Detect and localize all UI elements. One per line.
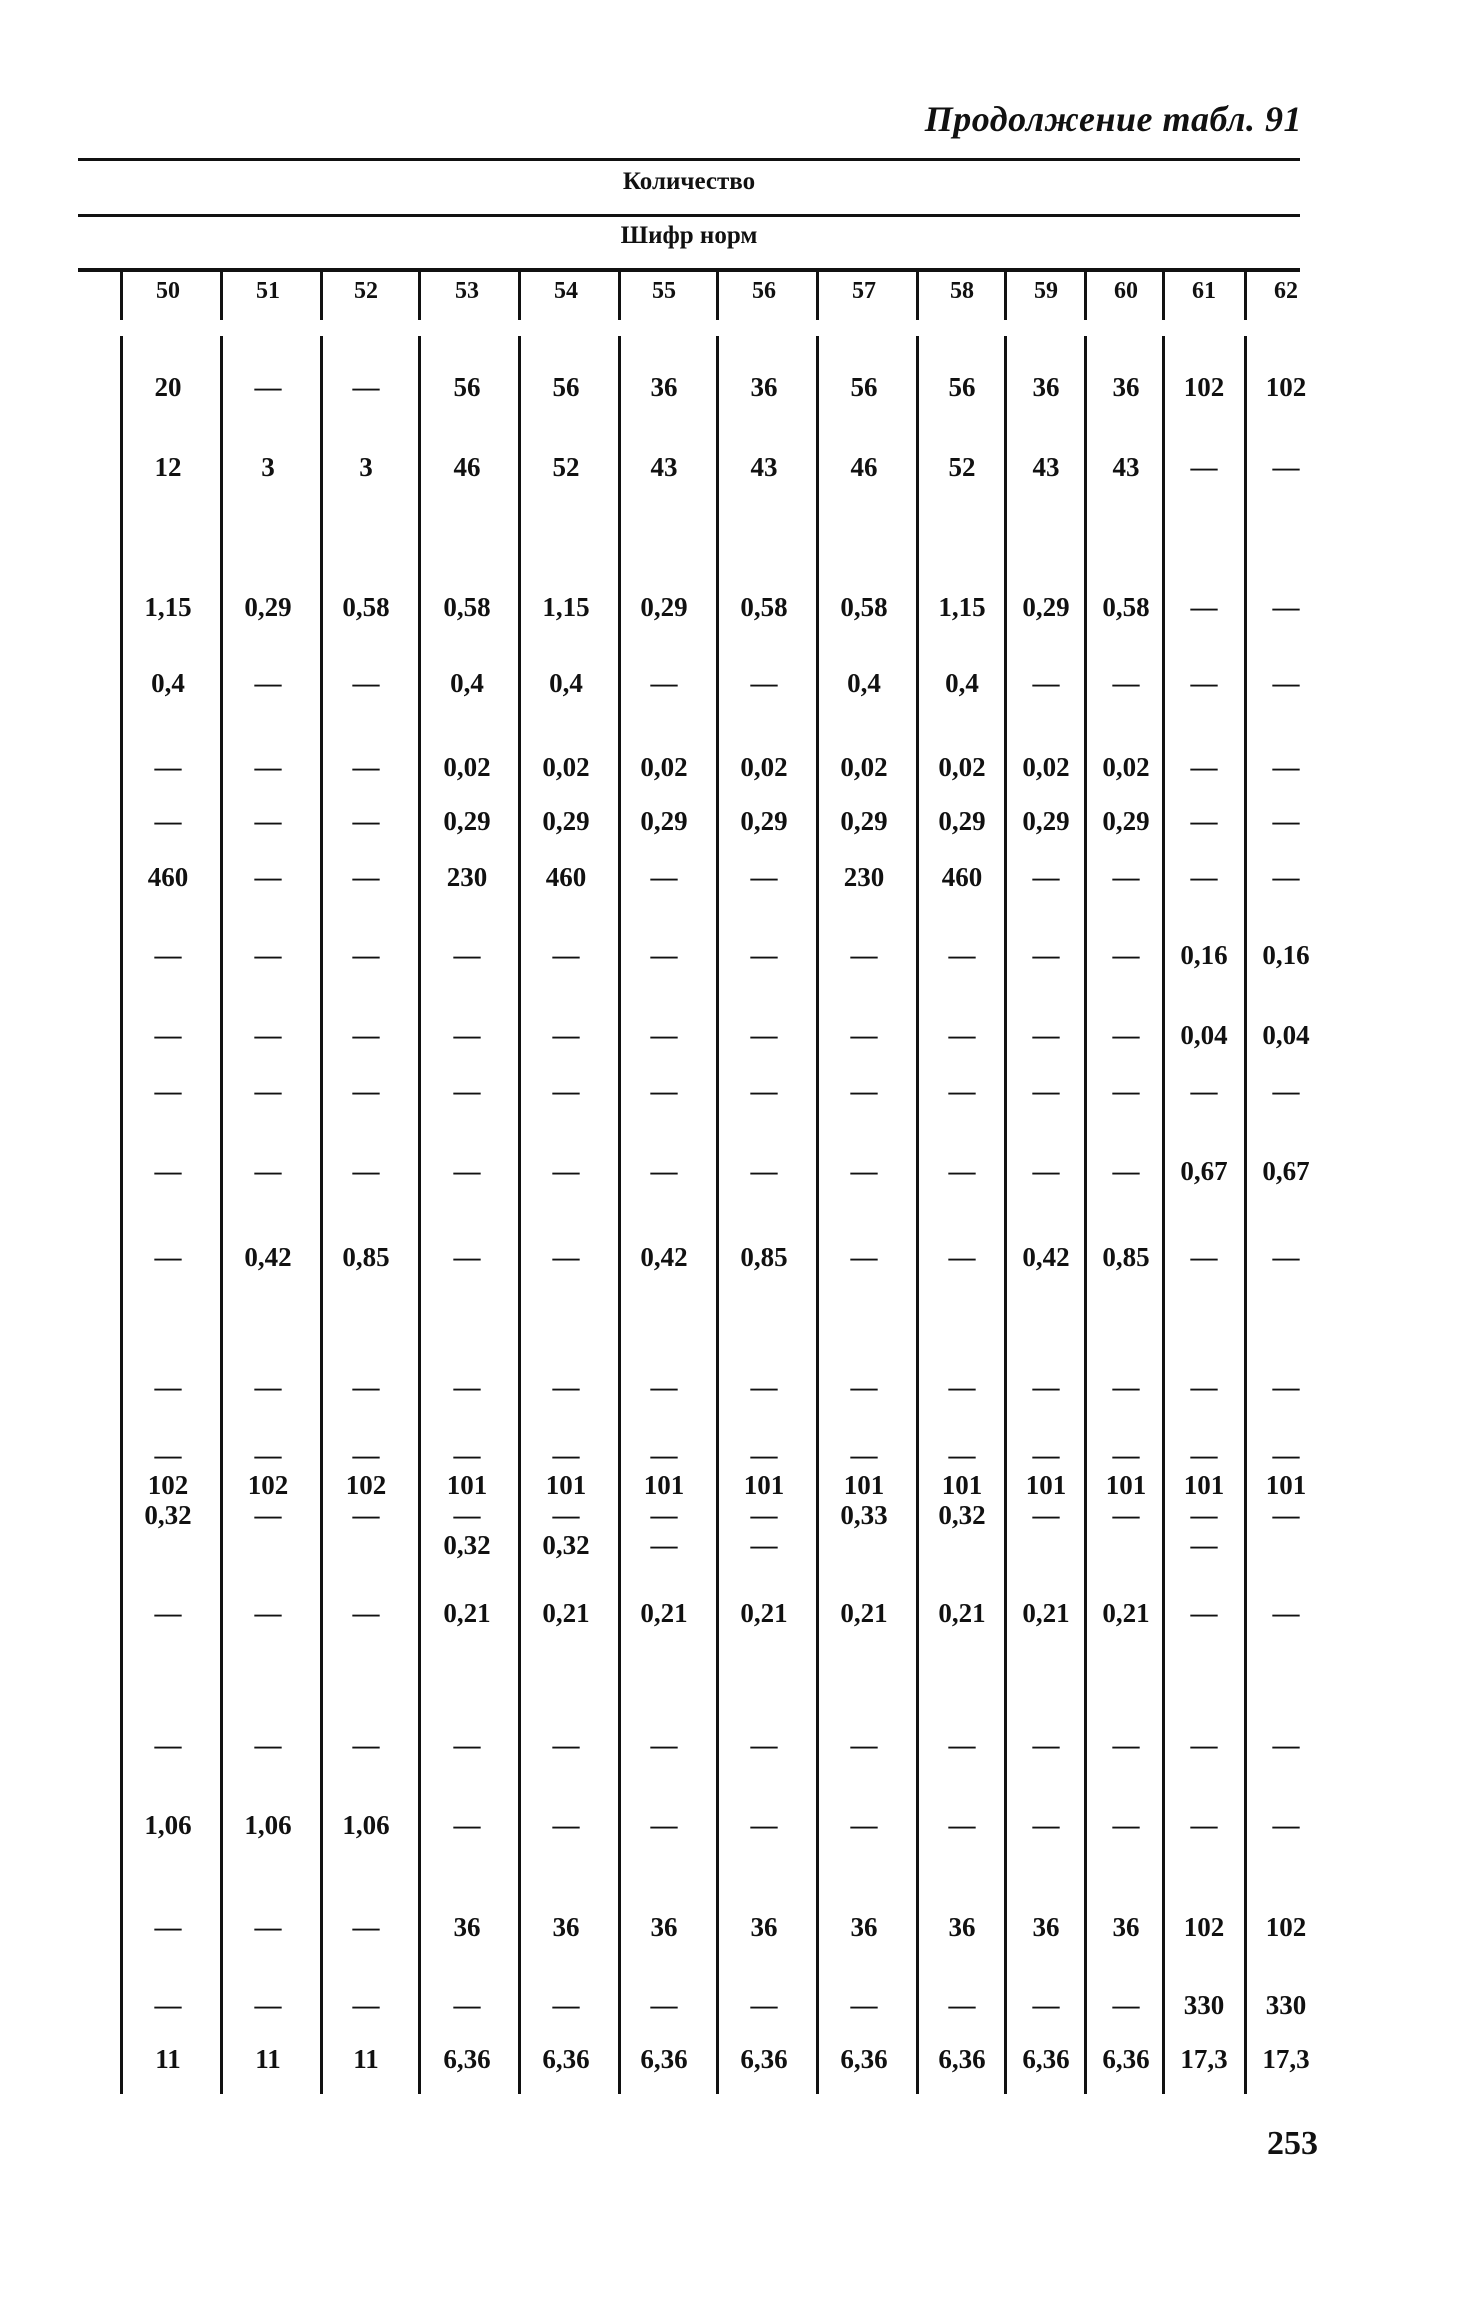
table-cell: — bbox=[552, 1730, 580, 1760]
table-cell: — bbox=[154, 1242, 182, 1272]
column-header-rule bbox=[78, 268, 1300, 272]
table-cell: — bbox=[154, 1156, 182, 1186]
table-cell: — bbox=[552, 1076, 580, 1106]
table-cell: 0,16 bbox=[1180, 940, 1228, 970]
column-divider bbox=[320, 272, 323, 320]
table-cell: — bbox=[850, 1730, 878, 1760]
table-cell: — bbox=[650, 1076, 678, 1106]
column-header: 56 bbox=[752, 278, 776, 304]
table-cell: — bbox=[552, 1242, 580, 1272]
table-cell: — bbox=[552, 1372, 580, 1402]
table-cell: 1,06 bbox=[342, 1810, 390, 1840]
table-cell: — bbox=[154, 1598, 182, 1628]
table-cell: — bbox=[1032, 1990, 1060, 2020]
table-cell: 0,67 bbox=[1262, 1156, 1310, 1186]
table-cell: — bbox=[650, 940, 678, 970]
table-cell: 0,85 bbox=[1102, 1242, 1150, 1272]
table-cell: — bbox=[1112, 1810, 1140, 1840]
table-cell: 0,42 bbox=[244, 1242, 292, 1272]
table-cell: — bbox=[1272, 1372, 1300, 1402]
table-cell: — bbox=[750, 940, 778, 970]
table-cell: — bbox=[750, 1372, 778, 1402]
table-cell: — bbox=[254, 940, 282, 970]
column-divider bbox=[916, 272, 919, 320]
table-cell: 0,02 bbox=[443, 752, 491, 782]
table-cell: — bbox=[254, 1372, 282, 1402]
table-cell: 0,21 bbox=[840, 1598, 888, 1628]
table-cell: 0,21 bbox=[443, 1598, 491, 1628]
table-cell: 0,4 bbox=[450, 668, 484, 698]
table-cell: — bbox=[1190, 752, 1218, 782]
table-cell: 0,42 bbox=[640, 1242, 688, 1272]
table-cell: 56 bbox=[552, 372, 580, 402]
table-cell: — bbox=[750, 862, 778, 892]
table-cell: — bbox=[750, 1156, 778, 1186]
table-cell: — bbox=[552, 1810, 580, 1840]
table-cell: — bbox=[453, 1020, 481, 1050]
table-cell: 0,04 bbox=[1262, 1020, 1310, 1050]
table-cell: 56 bbox=[948, 372, 976, 402]
table-cell: 230 bbox=[446, 862, 488, 892]
table-cell: 36 bbox=[1112, 372, 1140, 402]
table-cell: — bbox=[352, 806, 380, 836]
table-cell: 43 bbox=[1032, 452, 1060, 482]
table-cell: — bbox=[948, 1730, 976, 1760]
table-cell: 11 bbox=[353, 2044, 379, 2074]
column-header: 55 bbox=[652, 278, 676, 304]
table-cell: 0,29 bbox=[938, 806, 986, 836]
table-cell: — bbox=[453, 1730, 481, 1760]
table-cell: — bbox=[750, 1810, 778, 1840]
table-cell: 36 bbox=[750, 372, 778, 402]
table-cell: — bbox=[453, 1990, 481, 2020]
table-cell: — bbox=[1112, 940, 1140, 970]
table-cell: 460 bbox=[941, 862, 983, 892]
table-cell: 0,02 bbox=[640, 752, 688, 782]
column-divider bbox=[418, 272, 421, 320]
table-cell: 0,4 bbox=[549, 668, 583, 698]
table-cell: 0,29 bbox=[840, 806, 888, 836]
table-cell: 52 bbox=[948, 452, 976, 482]
column-divider bbox=[816, 272, 819, 320]
column-divider bbox=[716, 272, 719, 320]
table-cell: 1,06 bbox=[244, 1810, 292, 1840]
table-cell: 0,67 bbox=[1180, 1156, 1228, 1186]
table-cell: 0,02 bbox=[1102, 752, 1150, 782]
table-cell: — 101 — — bbox=[643, 1440, 685, 1560]
table-cell: 3 bbox=[261, 452, 275, 482]
table-cell: 460 bbox=[147, 862, 189, 892]
top-rule bbox=[78, 158, 1300, 161]
table-cell: — bbox=[352, 940, 380, 970]
table-cell: 0,02 bbox=[840, 752, 888, 782]
table-cell: — bbox=[254, 1076, 282, 1106]
table-caption: Продолжение табл. 91 bbox=[924, 99, 1302, 139]
table-cell: — bbox=[1190, 668, 1218, 698]
table-cell: 36 bbox=[850, 1912, 878, 1942]
table-cell: — 101 — — bbox=[1183, 1440, 1225, 1560]
table-cell: 102 bbox=[1265, 1912, 1307, 1942]
table-cell: 0,29 bbox=[1022, 592, 1070, 622]
table-cell: — bbox=[1272, 752, 1300, 782]
column-header: 52 bbox=[354, 278, 378, 304]
table-cell: 6,36 bbox=[840, 2044, 888, 2074]
table-cell: 43 bbox=[650, 452, 678, 482]
table-cell: 11 bbox=[255, 2044, 281, 2074]
table-cell: — 101 — — bbox=[743, 1440, 785, 1560]
table-cell: — bbox=[850, 1076, 878, 1106]
table-cell: — bbox=[1032, 940, 1060, 970]
table-cell: — bbox=[1190, 806, 1218, 836]
table-cell: — 101 — bbox=[1105, 1440, 1147, 1530]
table-cell: 0,58 bbox=[1102, 592, 1150, 622]
column-header: 59 bbox=[1034, 278, 1058, 304]
table-cell: — bbox=[650, 1810, 678, 1840]
table-cell: — bbox=[650, 1156, 678, 1186]
table-cell: — bbox=[1272, 1730, 1300, 1760]
table-cell: — bbox=[1190, 452, 1218, 482]
table-cell: 0,58 bbox=[342, 592, 390, 622]
table-cell: — bbox=[750, 1990, 778, 2020]
table-cell: — bbox=[254, 1156, 282, 1186]
table-cell: — bbox=[154, 1912, 182, 1942]
table-cell: — bbox=[1190, 1242, 1218, 1272]
table-cell: 6,36 bbox=[443, 2044, 491, 2074]
header-code: Шифр норм bbox=[620, 222, 758, 249]
table-cell: — 101 — 0,32 bbox=[443, 1440, 491, 1560]
table-cell: — bbox=[750, 1076, 778, 1106]
middle-rule bbox=[78, 214, 1300, 217]
table-cell: 6,36 bbox=[542, 2044, 590, 2074]
table-cell: 0,29 bbox=[443, 806, 491, 836]
table-cell: — bbox=[154, 1372, 182, 1402]
table-cell: — bbox=[850, 1020, 878, 1050]
table-cell: 0,42 bbox=[1022, 1242, 1070, 1272]
table-cell: 56 bbox=[453, 372, 481, 402]
table-cell: — 101 0,32 bbox=[938, 1440, 986, 1530]
table-cell: — bbox=[453, 940, 481, 970]
table-cell: 6,36 bbox=[1102, 2044, 1150, 2074]
table-cell: 46 bbox=[850, 452, 878, 482]
table-cell: — bbox=[650, 1372, 678, 1402]
table-cell: — bbox=[1032, 1076, 1060, 1106]
table-cell: 460 bbox=[545, 862, 587, 892]
table-cell: 3 bbox=[359, 452, 373, 482]
table-cell: — bbox=[154, 806, 182, 836]
table-cell: — bbox=[650, 1020, 678, 1050]
table-cell: 330 bbox=[1265, 1990, 1307, 2020]
column-header: 61 bbox=[1192, 278, 1216, 304]
column-header: 57 bbox=[852, 278, 876, 304]
table-cell: 36 bbox=[453, 1912, 481, 1942]
table-cell: — bbox=[254, 1020, 282, 1050]
column-divider bbox=[120, 272, 123, 320]
table-cell: — bbox=[254, 806, 282, 836]
table-cell: — bbox=[948, 1156, 976, 1186]
table-cell: — bbox=[552, 1990, 580, 2020]
column-divider bbox=[518, 272, 521, 320]
table-cell: — bbox=[1032, 862, 1060, 892]
table-cell: — bbox=[948, 1020, 976, 1050]
table-cell: 0,02 bbox=[938, 752, 986, 782]
table-cell: 102 bbox=[1183, 372, 1225, 402]
table-cell: — bbox=[453, 1156, 481, 1186]
table-cell: — bbox=[850, 1156, 878, 1186]
table-cell: — bbox=[352, 668, 380, 698]
table-cell: — bbox=[1032, 1810, 1060, 1840]
table-cell: — 101 — bbox=[1265, 1440, 1307, 1530]
table-cell: — bbox=[1190, 1598, 1218, 1628]
table-cell: — bbox=[1272, 1076, 1300, 1106]
table-cell: 36 bbox=[948, 1912, 976, 1942]
table-cell: 0,29 bbox=[244, 592, 292, 622]
table-cell: — bbox=[254, 752, 282, 782]
table-cell: 0,21 bbox=[542, 1598, 590, 1628]
table-cell: — bbox=[154, 1990, 182, 2020]
table-cell: 0,21 bbox=[640, 1598, 688, 1628]
table-cell: — bbox=[948, 1810, 976, 1840]
table-cell: — bbox=[948, 1372, 976, 1402]
table-cell: — bbox=[1190, 1730, 1218, 1760]
table-cell: — bbox=[948, 1076, 976, 1106]
column-header: 50 bbox=[156, 278, 180, 304]
table-cell: — bbox=[1190, 592, 1218, 622]
table-cell: — bbox=[1112, 1730, 1140, 1760]
table-cell: — bbox=[1190, 1076, 1218, 1106]
table-cell: — 102 — bbox=[345, 1440, 387, 1530]
table-cell: — bbox=[453, 1372, 481, 1402]
table-cell: 0,29 bbox=[1102, 806, 1150, 836]
table-cell: 330 bbox=[1183, 1990, 1225, 2020]
table-cell: — bbox=[1112, 1020, 1140, 1050]
table-cell: 0,29 bbox=[640, 806, 688, 836]
table-cell: — bbox=[1112, 1076, 1140, 1106]
column-header: 60 bbox=[1114, 278, 1138, 304]
table-cell: 20 bbox=[154, 372, 182, 402]
table-cell: 0,02 bbox=[1022, 752, 1070, 782]
table-cell: — bbox=[1190, 862, 1218, 892]
table-cell: 102 bbox=[1183, 1912, 1225, 1942]
table-cell: — bbox=[1032, 1730, 1060, 1760]
table-cell: — bbox=[154, 1076, 182, 1106]
table-cell: — bbox=[254, 668, 282, 698]
table-cell: 102 bbox=[1265, 372, 1307, 402]
table-cell: 0,4 bbox=[945, 668, 979, 698]
table-cell: — bbox=[352, 1020, 380, 1050]
table-cell: 1,15 bbox=[144, 592, 192, 622]
table-cell: 36 bbox=[1032, 372, 1060, 402]
table-cell: 43 bbox=[1112, 452, 1140, 482]
table-cell: — bbox=[254, 1912, 282, 1942]
table-cell: — bbox=[453, 1076, 481, 1106]
table-cell: — 102 — bbox=[247, 1440, 289, 1530]
table-cell: — bbox=[352, 1076, 380, 1106]
table-cell: — bbox=[948, 1990, 976, 2020]
table-cell: — bbox=[154, 1730, 182, 1760]
table-cell: 0,21 bbox=[1022, 1598, 1070, 1628]
table-cell: — bbox=[1272, 592, 1300, 622]
table-cell: — bbox=[1032, 1020, 1060, 1050]
table-cell: 6,36 bbox=[640, 2044, 688, 2074]
table-cell: — bbox=[750, 1020, 778, 1050]
table-cell: 6,36 bbox=[938, 2044, 986, 2074]
table-cell: 0,21 bbox=[1102, 1598, 1150, 1628]
table-cell: — bbox=[352, 1598, 380, 1628]
table-cell: 46 bbox=[453, 452, 481, 482]
table-cell: — bbox=[850, 1990, 878, 2020]
table-cell: 0,29 bbox=[740, 806, 788, 836]
table-cell: 0,4 bbox=[151, 668, 185, 698]
table-cell: — bbox=[750, 668, 778, 698]
table-cell: — bbox=[650, 862, 678, 892]
column-header: 62 bbox=[1274, 278, 1298, 304]
table-cell: 0,21 bbox=[938, 1598, 986, 1628]
table-cell: 6,36 bbox=[1022, 2044, 1070, 2074]
column-header: 51 bbox=[256, 278, 280, 304]
table-cell: — bbox=[850, 940, 878, 970]
table-cell: 230 bbox=[843, 862, 885, 892]
table-cell: — bbox=[154, 1020, 182, 1050]
table-cell: — bbox=[948, 1242, 976, 1272]
table-cell: — bbox=[1272, 452, 1300, 482]
table-cell: — bbox=[850, 1372, 878, 1402]
table-cell: 0,02 bbox=[542, 752, 590, 782]
table-cell: — 101 — 0,32 bbox=[542, 1440, 590, 1560]
table-cell: — bbox=[552, 940, 580, 970]
table-cell: — bbox=[1032, 1372, 1060, 1402]
table-cell: — bbox=[1272, 806, 1300, 836]
table-cell: — bbox=[352, 1990, 380, 2020]
table-cell: 1,15 bbox=[938, 592, 986, 622]
table-cell: — bbox=[1272, 1598, 1300, 1628]
table-cell: 0,58 bbox=[443, 592, 491, 622]
table-cell: 36 bbox=[1112, 1912, 1140, 1942]
table-cell: — bbox=[552, 1020, 580, 1050]
table-cell: 0,16 bbox=[1262, 940, 1310, 970]
table-cell: 1,06 bbox=[144, 1810, 192, 1840]
table-cell: — bbox=[352, 1730, 380, 1760]
table-cell: — bbox=[1112, 1372, 1140, 1402]
table-cell: — bbox=[352, 1372, 380, 1402]
table-cell: — bbox=[154, 940, 182, 970]
table-cell: 0,29 bbox=[542, 806, 590, 836]
table-cell: — bbox=[352, 1156, 380, 1186]
table-cell: 0,58 bbox=[840, 592, 888, 622]
table-cell: — bbox=[254, 862, 282, 892]
table-cell: — bbox=[650, 668, 678, 698]
table-cell: 0,21 bbox=[740, 1598, 788, 1628]
table-cell: 36 bbox=[650, 372, 678, 402]
table-cell: — bbox=[1272, 1810, 1300, 1840]
table-cell: — bbox=[254, 1598, 282, 1628]
table-cell: — bbox=[1272, 862, 1300, 892]
table-cell: 0,29 bbox=[1022, 806, 1070, 836]
table-cell: — 101 0,33 bbox=[840, 1440, 888, 1530]
table-cell: 0,04 bbox=[1180, 1020, 1228, 1050]
table-cell: — bbox=[352, 1912, 380, 1942]
table-cell: — bbox=[154, 752, 182, 782]
table-cell: — bbox=[254, 1990, 282, 2020]
table-cell: — bbox=[254, 1730, 282, 1760]
table-cell: — bbox=[254, 372, 282, 402]
column-divider bbox=[220, 272, 223, 320]
table-cell: 52 bbox=[552, 452, 580, 482]
table-cell: 0,29 bbox=[640, 592, 688, 622]
table-cell: — bbox=[453, 1242, 481, 1272]
table-cell: 17,3 bbox=[1180, 2044, 1228, 2074]
table-cell: — bbox=[352, 372, 380, 402]
header-quantity: Количество bbox=[622, 168, 756, 195]
column-header: 53 bbox=[455, 278, 479, 304]
table-cell: — 102 0,32 bbox=[144, 1440, 192, 1530]
table-cell: 36 bbox=[650, 1912, 678, 1942]
table-cell: — bbox=[453, 1810, 481, 1840]
table-cell: 43 bbox=[750, 452, 778, 482]
table-cell: — bbox=[650, 1990, 678, 2020]
table-cell: 6,36 bbox=[740, 2044, 788, 2074]
page-number: 253 bbox=[1267, 2125, 1318, 2162]
table-cell: — bbox=[850, 1242, 878, 1272]
table-cell: 12 bbox=[154, 452, 182, 482]
table-cell: 0,02 bbox=[740, 752, 788, 782]
table-cell: — bbox=[948, 940, 976, 970]
table-cell: 36 bbox=[552, 1912, 580, 1942]
table-cell: 11 bbox=[155, 2044, 181, 2074]
table-cell: — bbox=[1190, 1810, 1218, 1840]
table-cell: — bbox=[1032, 668, 1060, 698]
table-cell: 0,58 bbox=[740, 592, 788, 622]
table-cell: 36 bbox=[1032, 1912, 1060, 1942]
table-cell: — bbox=[650, 1730, 678, 1760]
table-cell: 36 bbox=[750, 1912, 778, 1942]
column-header: 58 bbox=[950, 278, 974, 304]
table-cell: — 101 — bbox=[1025, 1440, 1067, 1530]
table-cell: 0,85 bbox=[342, 1242, 390, 1272]
table-cell: — bbox=[1272, 1242, 1300, 1272]
table-cell: — bbox=[1112, 1156, 1140, 1186]
table-cell: 1,15 bbox=[542, 592, 590, 622]
column-divider bbox=[618, 272, 621, 320]
table-cell: — bbox=[552, 1156, 580, 1186]
table-cell: — bbox=[352, 862, 380, 892]
table-cell: — bbox=[1112, 862, 1140, 892]
table-cell: 56 bbox=[850, 372, 878, 402]
table-cell: — bbox=[1112, 668, 1140, 698]
table-cell: 0,4 bbox=[847, 668, 881, 698]
table-cell: 0,85 bbox=[740, 1242, 788, 1272]
column-header: 54 bbox=[554, 278, 578, 304]
table-cell: — bbox=[750, 1730, 778, 1760]
table-cell: — bbox=[850, 1810, 878, 1840]
table-cell: — bbox=[1190, 1372, 1218, 1402]
table-cell: — bbox=[1112, 1990, 1140, 2020]
table-cell: — bbox=[1272, 668, 1300, 698]
table-cell: — bbox=[1032, 1156, 1060, 1186]
table-cell: 17,3 bbox=[1262, 2044, 1310, 2074]
table-cell: — bbox=[352, 752, 380, 782]
